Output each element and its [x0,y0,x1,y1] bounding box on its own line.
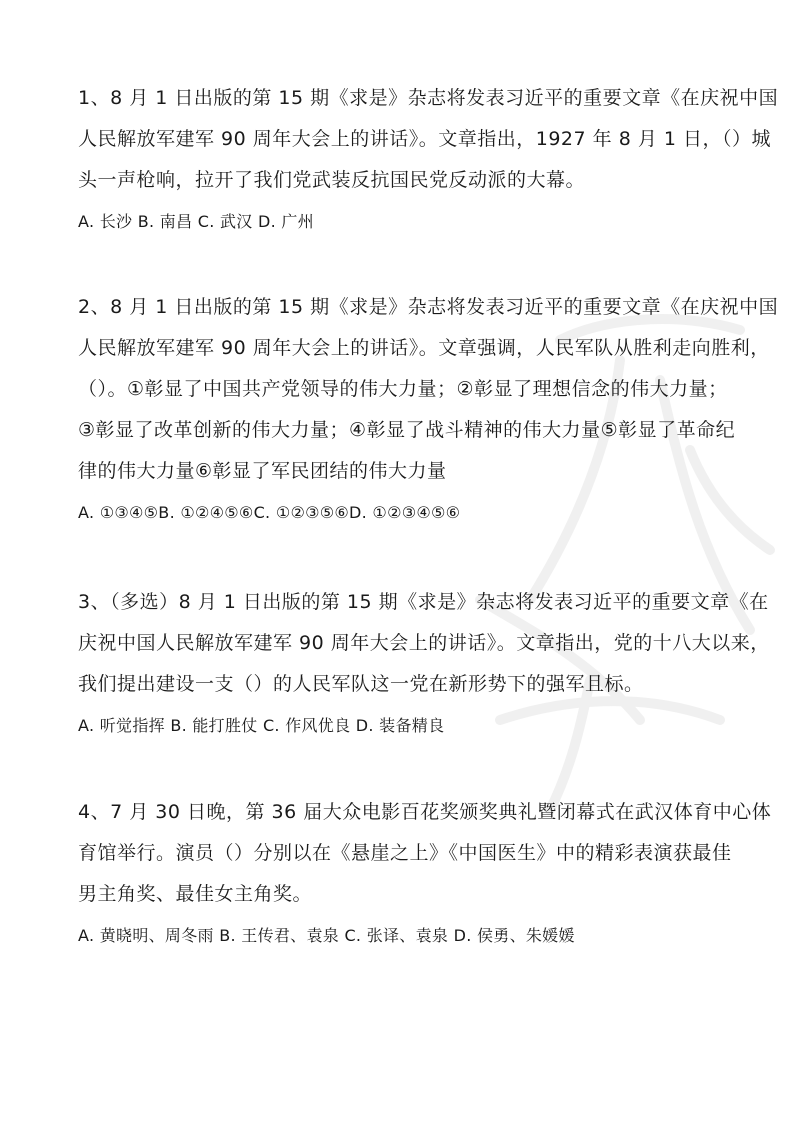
question-line: 人民解放军建军 90 周年大会上的讲话》。文章指出，1927 年 8 月 1 日，（）城 [78,128,771,150]
question-line: 庆祝中国人民解放军建军 90 周年大会上的讲话》。文章指出，党的十八大以来， [78,632,770,654]
question-line: 1、8 月 1 日出版的第 15 期《求是》杂志将发表习近平的重要文章《在庆祝中国 [78,87,779,109]
question-line: （）。①彰显了中国共产党领导的伟大力量；②彰显了理想信念的伟大力量； [78,378,728,400]
question-line: 人民解放军建军 90 周年大会上的讲话》。文章强调，人民军队从胜利走向胜利， [78,337,770,359]
answer-options: A. 黄晓明、周冬雨 B. 王传君、袁泉 C. 张译、袁泉 D. 侯勇、朱媛媛 [78,926,575,945]
question-2 [78,287,779,533]
answer-options: A. 长沙 B. 南昌 C. 武汉 D. 广州 [78,212,314,231]
answer-options: A. ①③④⑤B. ①②④⑤⑥C. ①②③⑤⑥D. ①②③④⑤⑥ [78,503,461,522]
question-line: 3、（多选）8 月 1 日出版的第 15 期《求是》杂志将发表习近平的重要文章《在 [78,591,769,613]
question-line: ③彰显了改革创新的伟大力量；④彰显了战斗精神的伟大力量⑤彰显了革命纪 [78,419,736,441]
question-line: 4、7 月 30 日晚，第 36 届大众电影百花奖颁奖典礼暨闭幕式在武汉体育中心体 [78,801,772,823]
question-line: 男主角奖、最佳女主角奖。 [78,883,313,905]
question-line: 头一声枪响，拉开了我们党武装反抗国民党反动派的大幕。 [78,169,586,191]
question-line: 育馆举行。演员（）分别以在《悬崖之上》《中国医生》中的精彩表演获最佳 [78,842,732,864]
question-line: 律的伟大力量⑥彰显了军民团结的伟大力量 [78,460,447,482]
question-1 [78,78,779,242]
answer-options: A. 听觉指挥 B. 能打胜仗 C. 作风优良 D. 装备精良 [78,716,445,735]
question-3 [78,582,770,746]
question-4 [78,792,772,956]
question-line: 我们提出建设一支（）的人民军队这一党在新形势下的强军且标。 [78,673,644,695]
question-line: 2、8 月 1 日出版的第 15 期《求是》杂志将发表习近平的重要文章《在庆祝中国 [78,296,779,318]
